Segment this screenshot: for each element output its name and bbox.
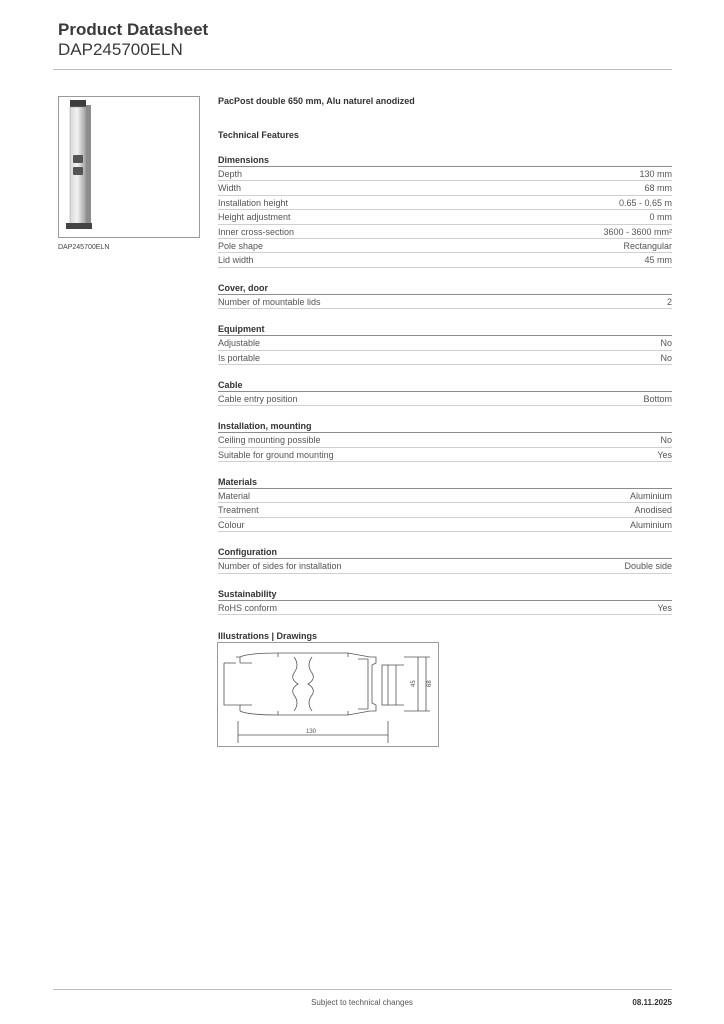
spec-row xyxy=(218,225,672,239)
spec-label: Lid width xyxy=(218,255,254,266)
spec-label: Width xyxy=(218,183,242,194)
footer-date: 08.11.2025 xyxy=(632,998,672,1007)
section-title: Configuration xyxy=(218,546,672,559)
section-title: Installation, mounting xyxy=(218,420,672,433)
spec-value: 68 mm xyxy=(644,183,672,194)
feature-sections xyxy=(218,154,672,615)
spec-value: No xyxy=(660,435,672,446)
section-title: Dimensions xyxy=(218,154,672,167)
spec-row xyxy=(218,253,672,267)
header-divider xyxy=(53,69,672,70)
spec-label: Pole shape xyxy=(218,240,264,251)
spec-row xyxy=(218,196,672,210)
dim-height-label: 68 xyxy=(427,680,433,687)
feature-section xyxy=(218,154,672,268)
spec-label: Installation height xyxy=(218,197,289,208)
spec-value: Double side xyxy=(624,561,672,572)
spec-label: Suitable for ground mounting xyxy=(218,449,334,460)
spec-value: 45 mm xyxy=(644,255,672,266)
spec-row xyxy=(218,239,672,253)
feature-section xyxy=(218,323,672,365)
image-caption: DAP245700ELN xyxy=(58,244,110,251)
spec-row xyxy=(218,448,672,462)
spec-row xyxy=(218,167,672,181)
spec-label: Number of sides for installation xyxy=(218,561,342,572)
spec-label: RoHS conform xyxy=(218,602,278,613)
spec-value: Rectangular xyxy=(623,240,672,251)
technical-drawing xyxy=(217,642,439,747)
spec-value: 3600 - 3600 mm² xyxy=(603,226,672,237)
section-title: Cable xyxy=(218,379,672,392)
spec-label: Number of mountable lids xyxy=(218,296,321,307)
spec-value: No xyxy=(660,352,672,363)
spec-value: Anodised xyxy=(634,505,672,516)
spec-value: 130 mm xyxy=(639,169,672,179)
spec-label: Adjustable xyxy=(218,338,261,349)
dim-width-label: 130 xyxy=(306,729,317,735)
spec-label: Inner cross-section xyxy=(218,226,295,237)
spec-label: Treatment xyxy=(218,505,259,516)
spec-row xyxy=(218,601,672,615)
spec-row xyxy=(218,295,672,309)
feature-section xyxy=(218,282,672,309)
spec-label: Is portable xyxy=(218,352,261,363)
feature-section xyxy=(218,476,672,532)
spec-value: Aluminium xyxy=(629,519,672,530)
footer-note: Subject to technical changes xyxy=(311,998,413,1007)
section-title: Cover, door xyxy=(218,282,672,295)
spec-value: No xyxy=(660,338,672,349)
spec-label: Material xyxy=(218,491,251,502)
spec-row xyxy=(218,559,672,573)
spec-row xyxy=(218,336,672,350)
product-image xyxy=(58,96,200,238)
spec-value: Bottom xyxy=(643,393,672,404)
spec-label: Cable entry position xyxy=(218,393,298,404)
spec-row xyxy=(218,503,672,517)
section-title: Sustainability xyxy=(218,588,672,601)
spec-value: Yes xyxy=(657,602,672,613)
technical-features-heading: Technical Features xyxy=(218,130,299,140)
pole-illustration xyxy=(59,97,199,237)
spec-row xyxy=(218,518,672,532)
section-title: Materials xyxy=(218,476,672,489)
illustrations-heading: Illustrations | Drawings xyxy=(218,631,318,642)
product-name: PacPost double 650 mm, Alu naturel anodized xyxy=(218,96,415,106)
cross-section-drawing xyxy=(218,643,438,746)
datasheet-content xyxy=(218,96,672,641)
spec-label: Ceiling mounting possible xyxy=(218,435,321,446)
section-title: Equipment xyxy=(218,323,672,336)
page-title: Product Datasheet xyxy=(58,20,209,39)
document-header xyxy=(58,20,208,60)
spec-row xyxy=(218,181,672,195)
spec-label: Colour xyxy=(218,519,245,530)
dim-lid-label: 45 xyxy=(411,680,417,687)
spec-label: Height adjustment xyxy=(218,212,291,223)
feature-section xyxy=(218,420,672,462)
spec-value: 2 xyxy=(666,296,672,307)
spec-label: Depth xyxy=(218,169,243,179)
feature-section xyxy=(218,588,672,615)
footer-divider xyxy=(53,989,672,990)
spec-row xyxy=(218,489,672,503)
product-code: DAP245700ELN xyxy=(58,40,183,59)
spec-value: 0.65 - 0.65 m xyxy=(618,197,672,208)
spec-row xyxy=(218,210,672,224)
spec-value: 0 mm xyxy=(649,212,672,223)
spec-value: Yes xyxy=(657,449,672,460)
spec-row xyxy=(218,433,672,447)
feature-section xyxy=(218,546,672,573)
spec-value: Aluminium xyxy=(629,491,672,502)
spec-row xyxy=(218,351,672,365)
feature-section xyxy=(218,379,672,406)
spec-row xyxy=(218,392,672,406)
